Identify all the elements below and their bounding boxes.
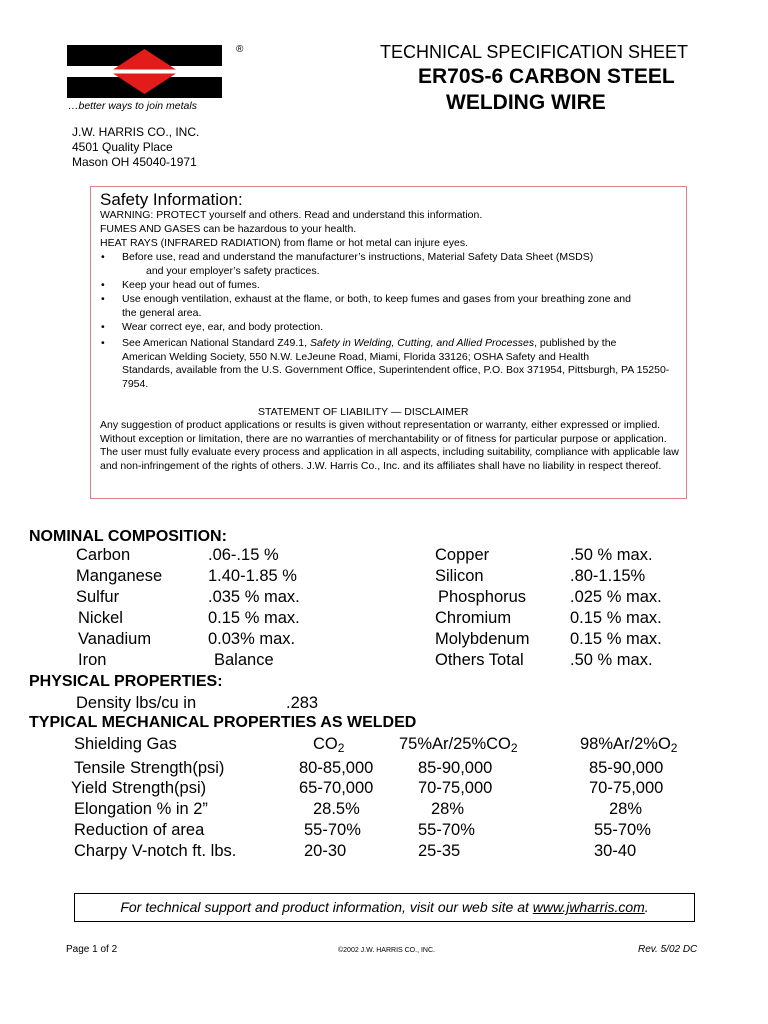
bullet-text: Before use, read and understand the manufacturer’s instructions, Material Safety Data Sheet (MSDS)	[122, 251, 594, 263]
support-period: .	[644, 899, 649, 915]
liability-text: Any suggestion of product applications or results is given without representation or warranty, either expressed or implied. Without exception or limitation, there are no warranties of merchantability or of fitness for particular purpose or application. The user must fully evaluate every process and application in all aspects, including suitability, compliance with applicable law and non-infringement of the rights of others. J.W. Harris Co., Inc. and its affiliates shall have no liability in respect thereof.	[100, 419, 679, 472]
standard-first-line	[122, 337, 677, 351]
safety-bullet-protection: Wear correct eye, ear, and body protection.	[122, 321, 324, 333]
comp-name: Iron	[78, 651, 107, 669]
comp-value: .035 % max.	[208, 588, 300, 606]
bullet-glyph: •	[101, 337, 105, 349]
mech-value: 80-85,000	[299, 759, 374, 777]
company-street: 4501 Quality Place	[72, 140, 173, 154]
bullet-glyph: •	[101, 251, 105, 263]
bullet-glyph: •	[101, 293, 105, 305]
comp-name: Silicon	[435, 567, 484, 585]
gas-col-ar-co2	[399, 735, 518, 755]
gas-subscript: 2	[670, 741, 678, 755]
comp-value: 0.15 % max.	[208, 609, 300, 627]
comp-value: Balance	[214, 651, 274, 669]
support-message: For technical support and product information, visit our web site at	[120, 899, 533, 915]
gas-subscript: 2	[510, 741, 518, 755]
website-link[interactable]: www.jwharris.com	[532, 899, 645, 915]
mech-value: 28%	[431, 800, 465, 818]
mech-value: 55-70%	[304, 821, 361, 839]
comp-name: Carbon	[76, 546, 131, 564]
comp-name: Molybdenum	[435, 630, 530, 648]
comp-name: Chromium	[435, 609, 512, 627]
comp-name: Phosphorus	[438, 588, 527, 606]
comp-value: 0.03% max.	[208, 630, 296, 648]
safety-bullet-ventilation	[122, 293, 677, 320]
mech-value: 28.5%	[313, 800, 360, 818]
comp-name: Vanadium	[78, 630, 152, 648]
gas-col-ar-o2	[580, 735, 677, 755]
mech-value: 28%	[609, 800, 643, 818]
bullet-text-continued: and your employer’s safety practices.	[146, 264, 320, 277]
standard-text-after: , published by the	[534, 337, 617, 349]
page-number: Page 1 of 2	[66, 944, 118, 955]
mech-value: 85-90,000	[418, 759, 493, 777]
liability-heading: STATEMENT OF LIABILITY — DISCLAIMER	[258, 406, 469, 418]
heat-rays-line: HEAT RAYS (INFRARED RADIATION) from flame or hot metal can injure eyes.	[100, 237, 468, 249]
comp-value: .50 % max.	[570, 546, 653, 564]
product-title-line1: ER70S-6 CARBON STEEL	[418, 65, 675, 88]
mech-value: 65-70,000	[299, 779, 374, 797]
comp-value: .50 % max.	[570, 651, 653, 669]
mech-value: 70-75,000	[418, 779, 493, 797]
mech-value: 55-70%	[594, 821, 651, 839]
safety-heading: Safety Information:	[100, 190, 243, 209]
company-city: Mason OH 45040-1971	[72, 155, 197, 169]
comp-name: Manganese	[76, 567, 163, 585]
comp-value: .06-.15 %	[208, 546, 279, 564]
standard-title: Safety in Welding, Cutting, and Allied Processes	[309, 337, 535, 349]
bullet-text-continued: the general area.	[122, 306, 202, 319]
product-title-line2: WELDING WIRE	[446, 91, 606, 114]
gas-subscript: 2	[337, 741, 345, 755]
fumes-line: FUMES AND GASES can be hazardous to your health.	[100, 223, 357, 235]
bullet-glyph: •	[101, 279, 105, 291]
standard-line: Standards, available from the U.S. Government Office, Superintendent office, P.O. Box 371954, Pittsburgh, PA 15250-	[122, 364, 670, 376]
density-label: Density lbs/cu in	[76, 694, 197, 712]
mech-label: Yield Strength(psi)	[71, 779, 207, 797]
safety-bullet-standard	[122, 337, 677, 391]
document-type: TECHNICAL SPECIFICATION SHEET	[380, 42, 689, 62]
mech-label: Charpy V-notch ft. lbs.	[74, 842, 237, 860]
bullet-glyph: •	[101, 321, 105, 333]
comp-value: 1.40-1.85 %	[208, 567, 297, 585]
comp-value: 0.15 % max.	[570, 630, 662, 648]
bullet-text: Use enough ventilation, exhaust at the flame, or both, to keep fumes and gases from your breathing zone and	[122, 293, 631, 305]
revision: Rev. 5/02 DC	[638, 944, 698, 955]
company-logo	[67, 45, 222, 98]
gas-formula: 98%Ar/2%O	[580, 735, 671, 753]
mech-value: 55-70%	[418, 821, 475, 839]
physical-heading: PHYSICAL PROPERTIES:	[29, 673, 223, 690]
comp-name: Sulfur	[76, 588, 120, 606]
comp-name: Others Total	[435, 651, 524, 669]
standard-text: See American National Standard Z49.1,	[122, 337, 310, 349]
mech-value: 20-30	[304, 842, 347, 860]
shielding-gas-label: Shielding Gas	[74, 735, 177, 753]
comp-name: Copper	[435, 546, 490, 564]
support-text	[74, 899, 695, 915]
standard-line: 7954.	[122, 377, 149, 390]
mech-label: Tensile Strength(psi)	[74, 759, 225, 777]
copyright: ©2002 J.W. HARRIS CO., INC.	[338, 947, 435, 954]
warning-line: WARNING: PROTECT yourself and others. Read and understand this information.	[100, 209, 483, 221]
mech-value: 25-35	[418, 842, 461, 860]
gas-col-co2	[313, 735, 344, 755]
comp-name: Nickel	[78, 609, 123, 627]
mech-value: 85-90,000	[589, 759, 664, 777]
mech-label: Elongation % in 2”	[74, 800, 208, 818]
density-value: .283	[286, 694, 319, 712]
composition-heading: NOMINAL COMPOSITION:	[29, 528, 227, 545]
gas-formula: CO	[313, 735, 338, 753]
comp-value: .80-1.15%	[570, 567, 646, 585]
mech-value: 70-75,000	[589, 779, 664, 797]
mech-value: 30-40	[594, 842, 637, 860]
company-tagline: …better ways to join metals	[68, 100, 197, 112]
standard-line: American Welding Society, 550 N.W. LeJeune Road, Miami, Florida 33126; OSHA Safety and Health	[122, 350, 590, 363]
comp-value: .025 % max.	[570, 588, 662, 606]
registered-mark: ®	[236, 44, 244, 55]
company-name: J.W. HARRIS CO., INC.	[72, 125, 200, 139]
safety-bullet-fumes: Keep your head out of fumes.	[122, 279, 260, 291]
safety-bullet-msds	[122, 251, 677, 278]
mech-label: Reduction of area	[74, 821, 205, 839]
gas-formula: 75%Ar/25%CO	[399, 735, 511, 753]
mechanical-heading: TYPICAL MECHANICAL PROPERTIES AS WELDED	[29, 714, 417, 731]
comp-value: 0.15 % max.	[570, 609, 662, 627]
